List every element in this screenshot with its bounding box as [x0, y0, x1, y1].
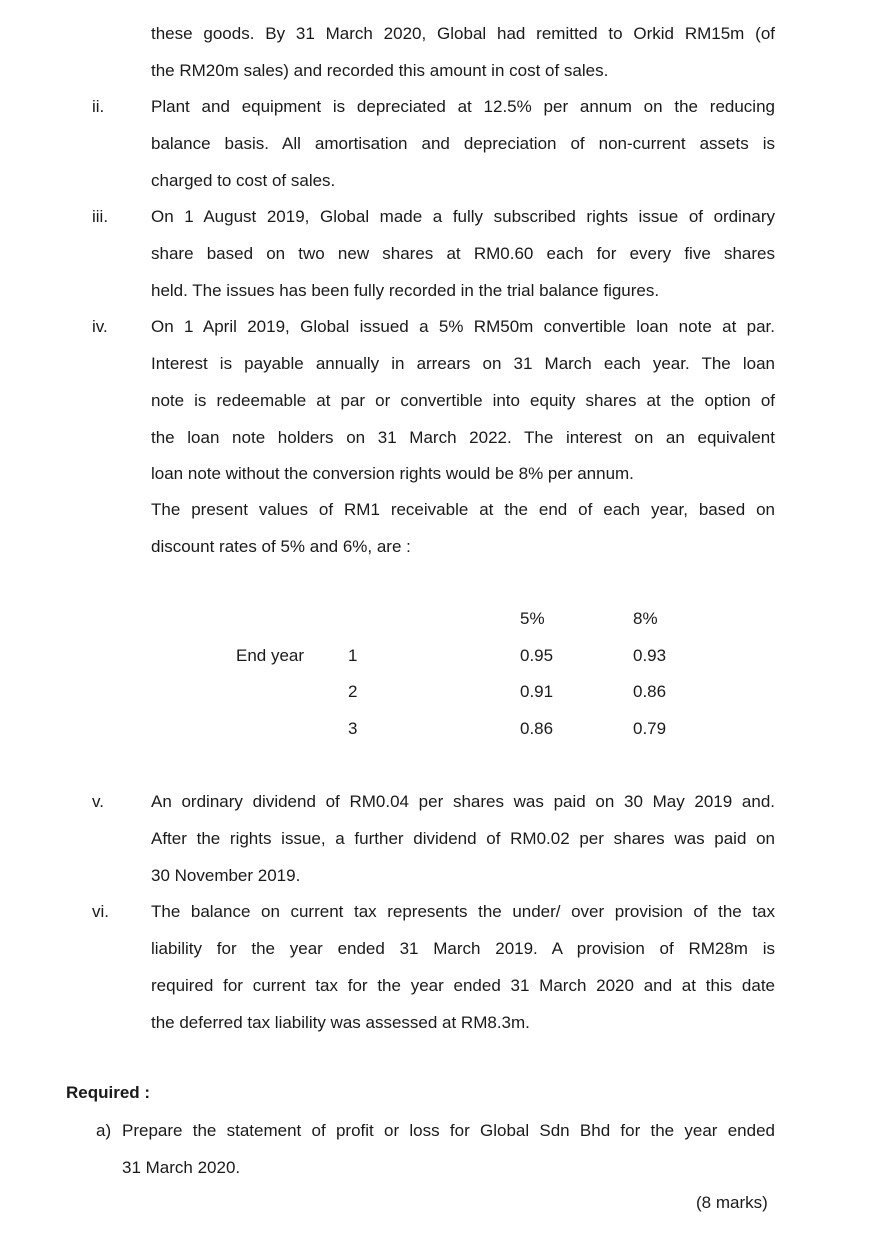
pv-table-header: 5% [520, 609, 545, 628]
pv-table-cell: 0.91 [520, 682, 554, 701]
intro-line: the RM20m sales) and recorded this amount in cost of sales. [151, 61, 609, 80]
item-line: The present values of RM1 receivable at the end of each year, based on [151, 500, 775, 519]
item-line: loan note without the conversion rights would be 8% per annum. [151, 464, 634, 483]
item-line: note is redeemable at par or convertible into equity shares at the option of [151, 391, 775, 410]
pv-table-row-label: End year [236, 646, 305, 665]
marks-label: (8 marks) [696, 1193, 768, 1212]
question-line: Prepare the statement of profit or loss for Global Sdn Bhd for the year ended [122, 1121, 775, 1140]
question-label: a) [96, 1121, 112, 1140]
item-line: The balance on current tax represents the under/ over provision of the tax [151, 902, 775, 921]
intro-line: these goods. By 31 March 2020, Global had remitted to Orkid RM15m (of [151, 24, 775, 43]
item-line: balance basis. All amortisation and depreciation of non-current assets is [151, 134, 775, 153]
pv-table-cell: 0.93 [633, 646, 667, 665]
question-line: 31 March 2020. [122, 1158, 241, 1177]
item-numeral: v. [92, 792, 104, 811]
item-line: held. The issues has been fully recorded in the trial balance figures. [151, 281, 660, 300]
item-line: Plant and equipment is depreciated at 12.5% per annum on the reducing [151, 97, 775, 116]
item-line: An ordinary dividend of RM0.04 per shares was paid on 30 May 2019 and. [151, 792, 775, 811]
pv-table-cell: 0.86 [633, 682, 667, 701]
pv-table-year: 3 [348, 719, 358, 738]
item-line: required for current tax for the year ended 31 March 2020 and at this date [151, 976, 775, 995]
item-line: After the rights issue, a further dividend of RM0.02 per shares was paid on [151, 829, 775, 848]
item-line: the loan note holders on 31 March 2022. The interest on an equivalent [151, 428, 775, 447]
item-line: On 1 August 2019, Global made a fully subscribed rights issue of ordinary [151, 207, 775, 226]
item-line: discount rates of 5% and 6%, are : [151, 537, 411, 556]
item-numeral: iv. [92, 317, 108, 336]
pv-table-cell: 0.86 [520, 719, 554, 738]
pv-table-cell: 0.79 [633, 719, 667, 738]
item-numeral: iii. [92, 207, 109, 226]
pv-table-year: 1 [348, 646, 358, 665]
pv-table-cell: 0.95 [520, 646, 554, 665]
item-line: the deferred tax liability was assessed at RM8.3m. [151, 1013, 530, 1032]
item-numeral: vi. [92, 902, 109, 921]
item-line: share based on two new shares at RM0.60 each for every five shares [151, 244, 775, 263]
item-line: 30 November 2019. [151, 866, 301, 885]
pv-table-year: 2 [348, 682, 358, 701]
item-line: Interest is payable annually in arrears on 31 March each year. The loan [151, 354, 775, 373]
item-line: charged to cost of sales. [151, 171, 336, 190]
item-line: liability for the year ended 31 March 2019. A provision of RM28m is [151, 939, 775, 958]
pv-table-header: 8% [633, 609, 658, 628]
item-line: On 1 April 2019, Global issued a 5% RM50m convertible loan note at par. [151, 317, 775, 336]
item-numeral: ii. [92, 97, 105, 116]
required-heading: Required : [66, 1083, 151, 1102]
